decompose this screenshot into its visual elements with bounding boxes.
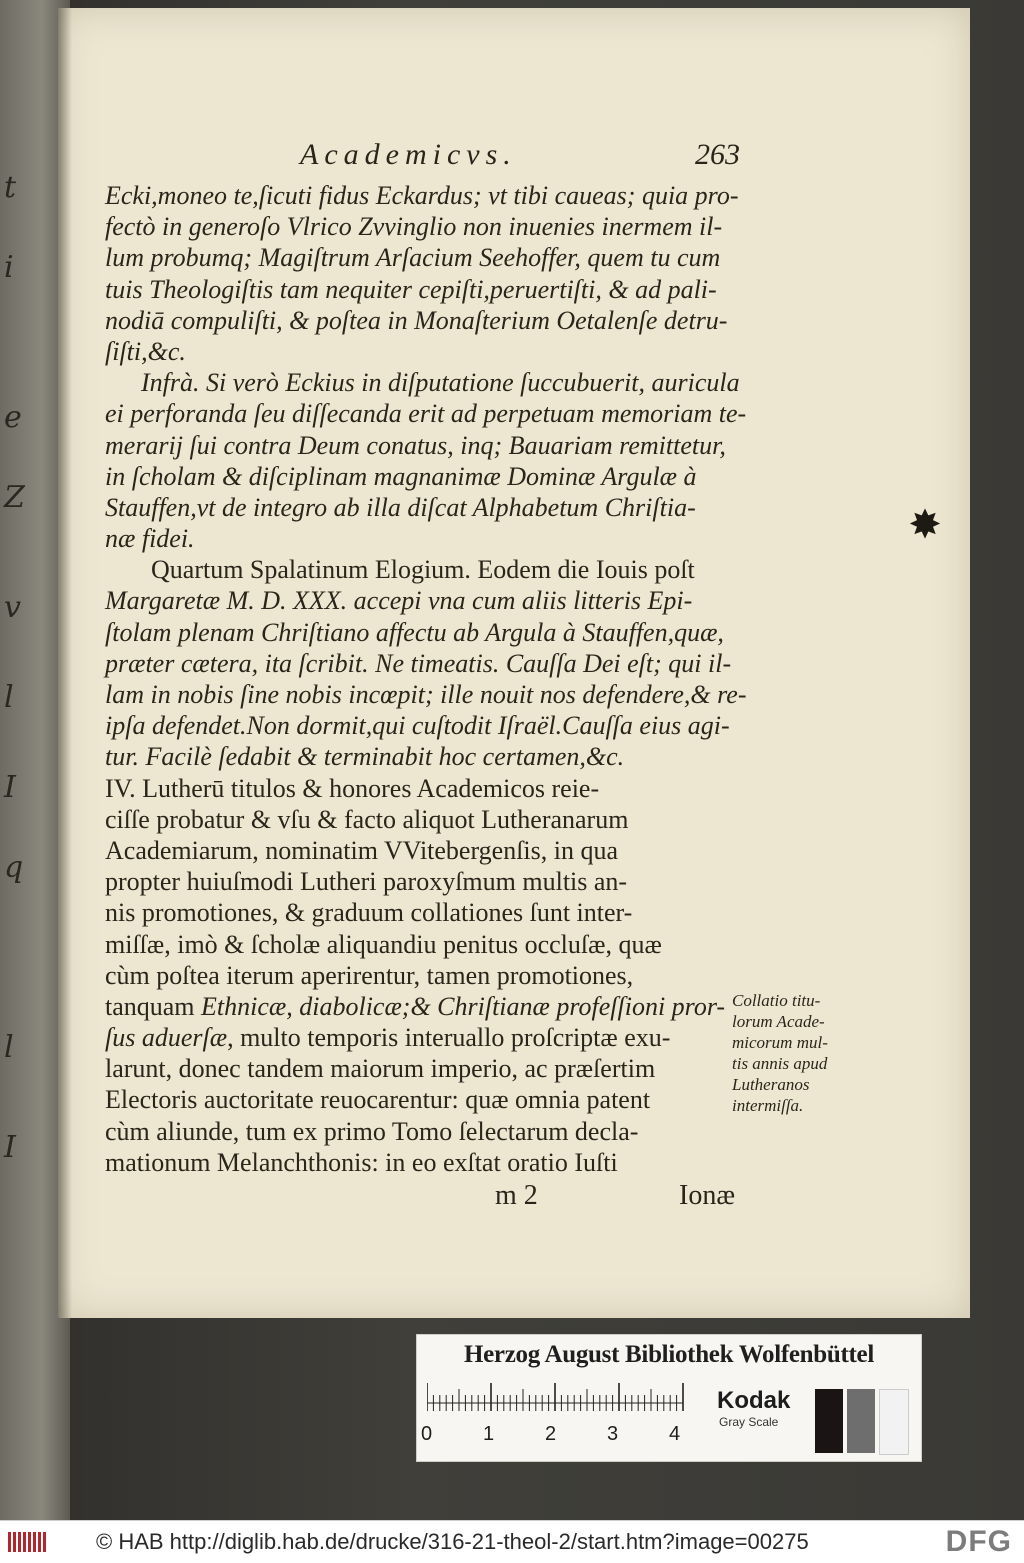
signature-line [495, 1180, 735, 1214]
text-line: Margaretæ M. D. XXX. accepi vna cum aliis litteris Epi- [105, 586, 693, 616]
text-line: ciſſe probatur & vſu & facto aliquot Lutheranarum [105, 804, 629, 834]
text-line: Academiarum, nominatim VVitebergenſis, in qua [105, 835, 619, 865]
facing-page-glyph: I [4, 1130, 16, 1165]
marginal-note-line: intermiſſa. [732, 1096, 804, 1115]
text-line: præter cætera, ita ſcribit. Ne timeatis. Cauſſa Dei eſt; qui il- [105, 648, 732, 678]
kodak-logo: Kodak [717, 1387, 791, 1414]
facing-page-glyph: I [4, 770, 16, 805]
ink-blot-ornament: ✸ [908, 502, 942, 547]
ruler-number: 2 [545, 1423, 557, 1445]
facing-page-glyph: q [4, 850, 24, 885]
facing-page-glyph: i [4, 250, 14, 285]
ruler-number: 0 [421, 1423, 433, 1445]
white-patch [879, 1389, 909, 1455]
facing-page-glyph: v [4, 590, 21, 625]
facing-page-glyph: l [4, 1030, 14, 1065]
text-line: næ fidei. [105, 524, 195, 554]
marginal-note [732, 990, 862, 1116]
marginal-note-line: lorum Acade- [732, 1012, 825, 1031]
text-line: nodiā compuliſti, & poſtea in Monaſterium Oetalenſe detru- [105, 305, 728, 335]
source-link[interactable]: © HAB http://diglib.hab.de/drucke/316-21-theol-2/start.htm?image=00275 [96, 1529, 809, 1554]
text-line: ſiſti,&c. [105, 336, 186, 366]
text-line: Ecki,moneo te,ſicuti fidus Eckardus; vt tibi caueas; quia pro- [105, 181, 739, 210]
text-line: in ſcholam & diſciplinam magnanimæ Dominæ Argulæ à [105, 461, 697, 491]
running-head-title: Academicvs. [300, 138, 517, 171]
text-line: ipſa defendet.Non dormit,qui cuſtodit Iſraël.Cauſſa eius agi- [105, 711, 730, 741]
text-line: larunt, donec tandem maiorum imperio, ac præſertim [105, 1054, 656, 1084]
text-line: Electoris auctoritate reuocarentur: quæ omnia patent [105, 1085, 651, 1115]
black-patch [815, 1389, 843, 1453]
marginal-note-line: Lutheranos [732, 1075, 810, 1094]
ruler-number: 3 [607, 1423, 619, 1445]
text-line: tuis Theologiſtis tam nequiter cepiſti,peruertiſti, & ad pali- [105, 274, 717, 304]
text-line: merarij ſui contra Deum conatus, inq; Bauariam remittetur, [105, 430, 726, 460]
text-line: fectò in generoſo Vlrico Zvvinglio non inuenies inermem il- [105, 212, 723, 242]
signature-mark: m 2 [495, 1180, 538, 1211]
text-line: ei perforanda ſeu diſſecanda erit ad perpetuam memoriam te- [105, 399, 747, 429]
ruler-number: 4 [669, 1423, 681, 1445]
color-target-card [416, 1334, 922, 1462]
gray-scale-label: Gray Scale [719, 1415, 779, 1429]
text-line: lum probumq; Magiſtrum Arſacium Seehoffer, quem tu cum [105, 243, 721, 273]
ruler-number: 1 [483, 1423, 495, 1445]
text-line: nis promotiones, & graduum collationes ſunt inter- [105, 898, 633, 928]
facing-page-glyph: l [4, 680, 14, 715]
text-line: propter huiuſmodi Lutheri paroxyſmum multis an- [105, 867, 628, 897]
body-text [105, 180, 747, 1178]
text-line: ſtolam plenam Chriſtiano affectu ab Argula à Stauffen,quæ, [105, 617, 724, 647]
text-line: lam in nobis ſine nobis incœpit; ille nouit nos defendere,& re- [105, 680, 747, 709]
text-line: Infrà. Si verò Eckius in diſputatione ſuccubuerit, auricula [141, 368, 740, 398]
ruler-scale [427, 1383, 703, 1423]
text-line: mationum Melanchthonis: in eo exſtat oratio Iuſti [105, 1147, 618, 1177]
marginal-note-line: micorum mul- [732, 1033, 828, 1052]
hab-logo-icon [8, 1530, 48, 1554]
text-line: IV. Lutherū titulos & honores Academicos reie- [105, 773, 600, 803]
footer-bar [0, 1520, 1024, 1563]
text-line: Quartum Spalatinum Elogium. Eodem die Iouis poſt [151, 555, 695, 585]
page-gutter-shadow [58, 8, 72, 1318]
text-line: tanquam Ethnicæ, diabolicæ;& Chriſtianæ profeſſioni pror- [105, 991, 726, 1021]
facing-page-glyph: Z [4, 480, 25, 515]
text-line: tur. Facilè ſedabit & terminabit hoc certamen,&c. [105, 742, 625, 772]
dfg-logo: DFG [945, 1525, 1012, 1558]
page-number: 263 [695, 138, 740, 171]
facing-page-glyph: t [4, 170, 17, 205]
marginal-note-line: Collatio titu- [732, 991, 821, 1010]
catchword: Ionæ [679, 1180, 735, 1211]
facing-page-glyph: e [4, 400, 22, 435]
library-name: Herzog August Bibliothek Wolfenbüttel [463, 1341, 874, 1368]
text-line: cùm poſtea iterum aperirentur, tamen promotiones, [105, 960, 634, 990]
text-line: ſus aduerſæ, multo temporis interuallo proſcriptæ exu- [105, 1023, 671, 1053]
gray-patch [847, 1389, 875, 1453]
text-line: Stauffen,vt de integro ab illa diſcat Alphabetum Chriſtia- [105, 492, 696, 522]
text-line: miſſæ, imò & ſcholæ aliquandiu penitus occluſæ, quæ [105, 929, 662, 959]
marginal-note-line: tis annis apud [732, 1054, 828, 1073]
text-line: cùm aliunde, tum ex primo Tomo ſelectarum decla- [105, 1116, 639, 1146]
running-head [300, 138, 740, 174]
